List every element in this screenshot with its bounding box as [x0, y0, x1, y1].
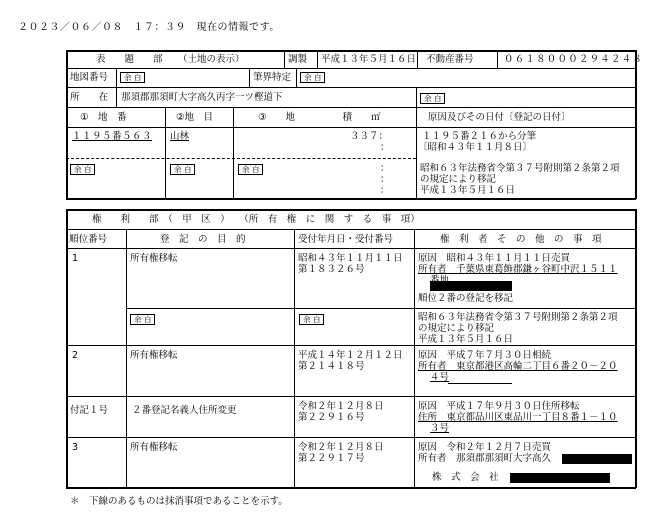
- col-cause: 原因及びその日付〔登記の日付〕: [428, 112, 571, 123]
- row-num: 1: [72, 253, 79, 264]
- row-date: 昭和４３年１１月１１日: [298, 253, 403, 264]
- row-detail: 所有者 千葉県東葛飾郡鎌ヶ谷町中沢１５１１: [418, 264, 618, 275]
- row-detail: 原因 平成１７年９月３０日住所移転: [418, 401, 580, 412]
- col-mokuteki: 登 記 の 目 的: [160, 234, 246, 245]
- row-detail: 所有者 東京都港区高輪二丁目６番２０－２０: [418, 361, 618, 372]
- row-date: 令和２年１２月８日: [298, 442, 384, 453]
- row2-yohaku-1: 余 白: [70, 164, 95, 175]
- row-num: 2: [72, 350, 79, 361]
- row-recv: 第２２９１６号: [298, 412, 365, 423]
- hyodai-title: 表 題 部: [96, 54, 163, 65]
- row2-cause-2: の規定により移記: [420, 174, 497, 185]
- footnote: ＊ 下線のあるものは抹消事項であることを示す。: [70, 496, 288, 507]
- row-detail: ３号: [430, 423, 450, 434]
- col-chiban: ① 地 番: [80, 112, 127, 123]
- col-kenrisha: 権 利 者 そ の 他 の 事 項: [440, 234, 602, 245]
- chosei-label: 調製: [288, 54, 308, 65]
- redaction-bar: [562, 454, 632, 464]
- shozai-value: 那須郡那須町大字高久丙字一ツ樫道下: [121, 92, 283, 103]
- shozai-yohaku: 余 白: [420, 93, 445, 104]
- row-num: 付記１号: [70, 405, 109, 416]
- row2-yohaku-2: 余 白: [170, 164, 195, 175]
- hikkai-yohaku: 余 白: [300, 72, 325, 83]
- row-recv: 第２１４１８号: [298, 361, 365, 372]
- row-detail: 住所 東京都品川区東品川一丁目８番１－１０: [418, 412, 618, 423]
- col-junni: 順位番号: [69, 234, 108, 245]
- fudosan-value: ０６１８０００２９４２４８: [504, 54, 644, 65]
- yohaku-box: 余 白: [130, 314, 155, 325]
- row-detail: 株 式 会 社: [432, 472, 499, 483]
- row-date: 平成１４年１２月１２日: [298, 350, 403, 361]
- row2-yohaku-3: 余 白: [238, 164, 263, 175]
- hyodai-subtitle: （土地の表示）: [178, 54, 245, 65]
- col-chimoku: ②地 目: [176, 112, 214, 123]
- chizu-yohaku: 余 白: [120, 72, 145, 83]
- row-detail: 順位２番の登記を移記: [418, 293, 514, 304]
- row-detail: 昭和６３年法務省令第３７号附則第２条第２項: [418, 312, 618, 323]
- col-chiseki: ③ 地 積 ㎡: [258, 112, 381, 123]
- header-timestamp: ２０２３／０６／０８ １７：３９ 現在の情報です。: [18, 22, 280, 33]
- row-detail: 原因 令和２年１２月７日売買: [418, 442, 552, 453]
- col-uketsuke: 受付年月日・受付番号: [298, 234, 394, 245]
- row-recv: 第２２９１７号: [298, 453, 365, 464]
- row-detail: 平成１３年５月１６日: [418, 334, 514, 345]
- row1-chiseki: ３３７：: [350, 131, 389, 142]
- row2-cause-3: 平成１３年５月１６日: [420, 185, 516, 196]
- fudosan-label: 不動産番号: [426, 54, 474, 65]
- chizu-label: 地図番号: [70, 72, 109, 83]
- row1-chiban: １１９５番５６３: [72, 131, 153, 142]
- kenri-title: 権 利 部 （ 甲 区 ） （所 有 権 に 関 す る 事 項）: [92, 214, 420, 225]
- row-detail: 所有者 那須郡那須町大字高久: [418, 453, 552, 464]
- row-purpose: 所有権移転: [130, 442, 178, 453]
- row-purpose: 所有権移転: [130, 253, 178, 264]
- row-detail: の規定により移記: [418, 323, 495, 334]
- row2-cause-1: 昭和６３年法務省令第３７号附則第２条第２項: [420, 163, 620, 174]
- hikkai-label: 筆界特定: [253, 72, 292, 83]
- chosei-value: 平成１３年５月１６日: [321, 54, 417, 65]
- redaction-bar: [510, 473, 610, 483]
- row-purpose: ２番登記名義人住所変更: [132, 405, 237, 416]
- redaction-bar: [430, 281, 512, 291]
- row-detail: 原因 平成７年７月３０日相続: [418, 350, 552, 361]
- row-num: 3: [72, 442, 79, 453]
- row1-chimoku: 山林: [170, 131, 190, 142]
- shozai-label: 所 在: [70, 92, 109, 103]
- row-recv: 第１８３２６号: [298, 264, 365, 275]
- row-detail: 原因 昭和４３年１１月１１日売買: [418, 253, 571, 264]
- row-purpose: 所有権移転: [130, 350, 178, 361]
- row1-cause-1: １１９５番２１６から分筆: [422, 131, 537, 142]
- strike-underline: [448, 383, 512, 384]
- row-detail: ４号: [430, 372, 450, 383]
- row1-cause-2: 〔昭和４３年１１月８日〕: [418, 142, 533, 153]
- yohaku-box: 余 白: [299, 314, 324, 325]
- row-date: 令和２年１２月８日: [298, 401, 384, 412]
